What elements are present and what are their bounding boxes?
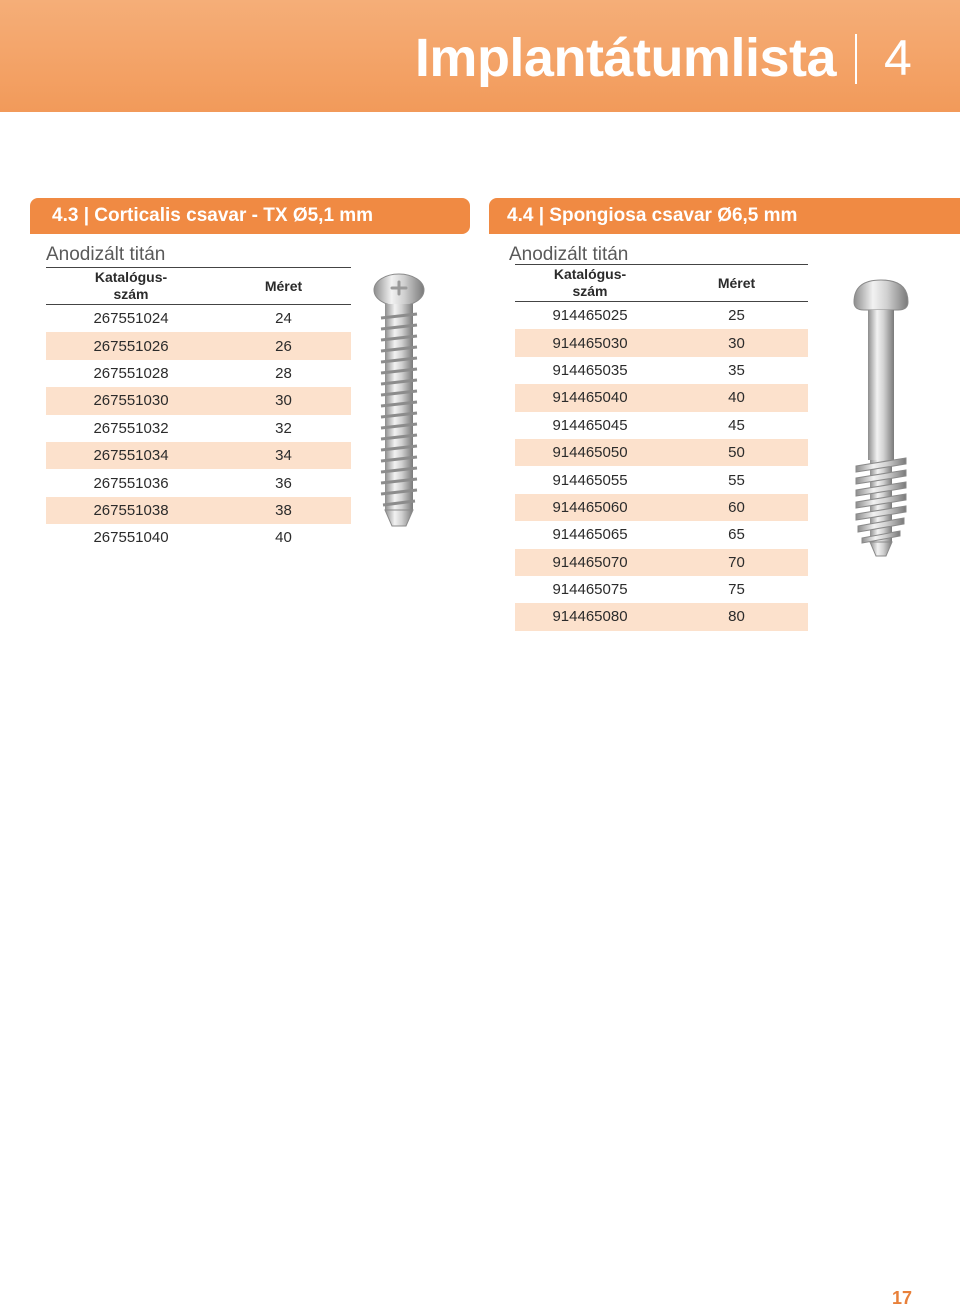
size-value: 24 <box>275 310 292 328</box>
material-label-corticalis: Anodizált titán <box>46 244 166 265</box>
table-row <box>515 384 808 411</box>
size-value: 32 <box>275 419 292 437</box>
table-row <box>515 603 808 630</box>
table-row <box>515 549 808 576</box>
size-value: 60 <box>665 494 808 521</box>
page-header <box>0 0 960 112</box>
table-row <box>515 466 808 493</box>
catalog-number: 267551030 <box>46 387 216 414</box>
catalog-number: 267551040 <box>93 529 169 547</box>
page-title: Implantátumlista <box>414 28 836 88</box>
spongiosa-table <box>515 264 808 631</box>
size-value: 36 <box>275 474 292 492</box>
table-row <box>46 497 351 524</box>
catalog-number: 914465030 <box>515 329 665 356</box>
catalog-number: 267551034 <box>46 442 216 469</box>
header-divider <box>855 34 857 84</box>
table-row <box>515 439 808 466</box>
catalog-number: 267551026 <box>46 332 216 359</box>
section-heading-spongiosa: 4.4 | Spongiosa csavar Ø6,5 mm <box>489 198 960 234</box>
catalog-number: 267551028 <box>93 364 169 382</box>
cortical-screw-image <box>370 272 428 530</box>
catalog-number: 267551036 <box>93 474 169 492</box>
catalog-number: 914465060 <box>515 494 665 521</box>
table-row <box>515 521 808 548</box>
size-value: 40 <box>665 384 808 411</box>
catalog-number: 914465075 <box>552 581 628 599</box>
table-row <box>515 302 808 330</box>
corticalis-table <box>46 267 351 552</box>
table-row <box>515 494 808 521</box>
table-row <box>515 329 808 356</box>
size-value: 80 <box>665 603 808 630</box>
size-value: 65 <box>728 526 745 544</box>
table-row <box>46 524 351 551</box>
catalog-number: 914465070 <box>515 549 665 576</box>
catalog-number: 914465045 <box>552 416 628 434</box>
table-row <box>515 576 808 603</box>
table-row <box>46 469 351 496</box>
table-header-row <box>515 265 808 302</box>
size-value: 26 <box>216 332 351 359</box>
size-value: 34 <box>216 442 351 469</box>
catalog-number: 914465025 <box>552 307 628 325</box>
column-header-size: Méret <box>264 277 303 294</box>
size-value: 25 <box>728 307 745 325</box>
column-header-catalog: Katalógus- szám <box>553 266 627 299</box>
catalog-number: 914465065 <box>552 526 628 544</box>
table-row <box>46 305 351 333</box>
size-value: 55 <box>728 471 745 489</box>
table-row <box>46 360 351 387</box>
column-header-size: Méret <box>717 274 756 291</box>
size-value: 75 <box>728 581 745 599</box>
size-value: 45 <box>728 416 745 434</box>
section-heading-corticalis: 4.3 | Corticalis csavar - TX Ø5,1 mm <box>30 198 470 234</box>
size-value: 50 <box>665 439 808 466</box>
catalog-number: 267551038 <box>46 497 216 524</box>
size-value: 35 <box>728 361 745 379</box>
catalog-number: 914465050 <box>515 439 665 466</box>
size-value: 38 <box>216 497 351 524</box>
table-row <box>46 442 351 469</box>
table-row <box>515 412 808 439</box>
page-number: 17 <box>892 1288 913 1308</box>
material-label-spongiosa: Anodizált titán <box>509 244 629 265</box>
size-value: 70 <box>665 549 808 576</box>
catalog-number: 267551024 <box>93 310 169 328</box>
size-value: 30 <box>216 387 351 414</box>
size-value: 28 <box>275 364 292 382</box>
column-header-catalog: Katalógus- szám <box>94 269 168 302</box>
catalog-number: 914465080 <box>515 603 665 630</box>
size-value: 40 <box>275 529 292 547</box>
chapter-number: 4 <box>884 30 912 86</box>
table-row <box>46 387 351 414</box>
catalog-number: 914465055 <box>552 471 628 489</box>
table-row <box>46 415 351 442</box>
catalog-number: 267551032 <box>93 419 169 437</box>
size-value: 30 <box>665 329 808 356</box>
cancellous-screw-image <box>848 274 914 559</box>
table-header-row <box>46 268 351 305</box>
catalog-number: 914465040 <box>515 384 665 411</box>
table-row <box>515 357 808 384</box>
table-row <box>46 332 351 359</box>
catalog-number: 914465035 <box>552 361 628 379</box>
